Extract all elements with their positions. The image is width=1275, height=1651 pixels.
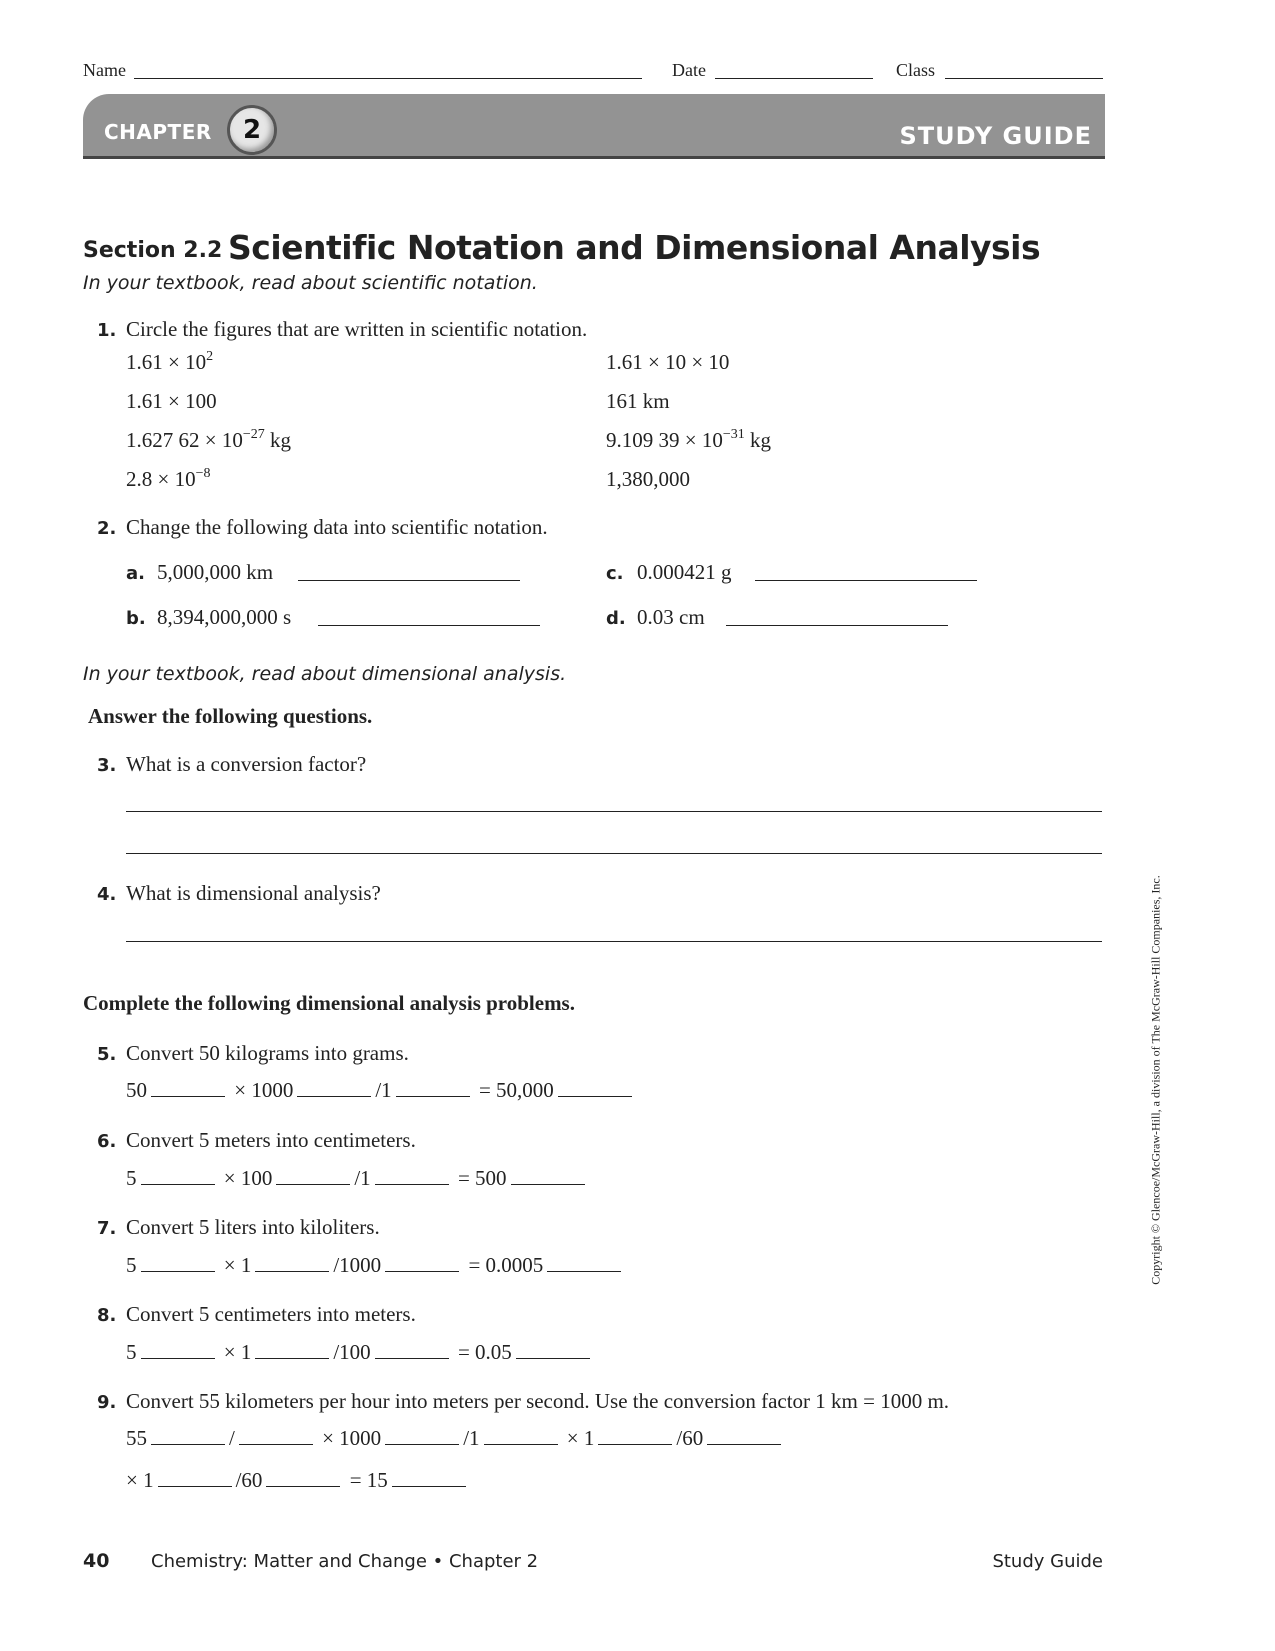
name-field[interactable] [134,78,642,79]
q2-prompt: Change the following data into scientific notation. [126,515,548,539]
q8-blank[interactable] [516,1357,590,1359]
section-label: Section 2.2 [83,238,223,263]
q8-blank[interactable] [375,1357,449,1359]
q8-number: 8. [97,1305,117,1326]
q1-option[interactable]: 161 km [606,389,670,413]
q2a-letter: a. [126,563,145,584]
q8-blank[interactable] [141,1357,215,1359]
q3-answer-line[interactable] [126,853,1102,854]
q5-equation: 50 × 1000 /1 = 50,000 [126,1078,636,1103]
q1-option[interactable]: 1.61 × 100 [126,389,217,413]
q5-number: 5. [97,1044,117,1065]
q7-blank[interactable] [255,1270,329,1272]
q2c-letter: c. [606,563,624,584]
q6-blank[interactable] [276,1183,350,1185]
q6-blank[interactable] [141,1183,215,1185]
q7-number: 7. [97,1218,117,1239]
q6-equation: 5 × 100 /1 = 500 [126,1166,589,1191]
q9-blank[interactable] [266,1485,340,1487]
q4-number: 4. [97,884,117,905]
q1-prompt: Circle the figures that are written in scientific notation. [126,317,588,341]
q7-prompt: Convert 5 liters into kiloliters. [126,1215,380,1239]
section-title: Scientific Notation and Dimensional Analysis [228,228,1041,267]
q9-blank[interactable] [707,1443,781,1445]
q1-option[interactable]: $1.61 \times 10^2$ [126,349,214,374]
q1-option[interactable]: 9.109 $39 \times 10^{-31}$ kg [606,427,771,452]
q1-option[interactable]: 1.627 $62 \times 10^{-27}$ kg [126,427,291,452]
book-title: Chemistry: Matter and Change • Chapter 2 [151,1551,539,1572]
q6-blank[interactable] [375,1183,449,1185]
q9-blank[interactable] [239,1443,313,1445]
q1-option[interactable]: $2.8 \times 10^{-8}$ [126,466,211,491]
q8-equation: 5 × 1 /100 = 0.05 [126,1340,594,1365]
q7-blank[interactable] [141,1270,215,1272]
dim-intro: In your textbook, read about dimensional analysis. [83,663,567,685]
q1-option[interactable]: 1,380,000 [606,467,690,491]
study-guide-label: STUDY GUIDE [899,122,1092,150]
date-label: Date [672,60,706,80]
q8-prompt: Convert 5 centimeters into meters. [126,1302,416,1326]
q2d-value: 0.03 cm [637,605,705,629]
q9-blank[interactable] [598,1443,672,1445]
class-field[interactable] [945,78,1103,79]
q9-blank[interactable] [158,1485,232,1487]
page-number: 40 [83,1550,110,1572]
q2b-value: 8,394,000,000 s [157,605,292,629]
q7-equation: 5 × 1 /1000 = 0.0005 [126,1253,625,1278]
q3-answer-line[interactable] [126,811,1102,812]
class-label: Class [896,60,936,80]
chapter-number-badge: 2 [227,105,277,155]
q5-blank[interactable] [151,1095,225,1097]
q6-prompt: Convert 5 meters into centimeters. [126,1128,416,1152]
footer-guide-label: Study Guide [992,1551,1103,1572]
name-label: Name [83,60,126,80]
q9-blank[interactable] [392,1485,466,1487]
answer-heading: Answer the following questions. [88,704,373,728]
chapter-label: CHAPTER [104,120,212,144]
q2b-letter: b. [126,608,146,629]
q7-blank[interactable] [547,1270,621,1272]
q2-number: 2. [97,518,117,539]
q2c-value: 0.000421 g [637,560,732,584]
q9-blank[interactable] [385,1443,459,1445]
q2c-answer-line[interactable] [755,580,977,581]
q5-blank[interactable] [297,1095,371,1097]
q5-prompt: Convert 50 kilograms into grams. [126,1041,409,1065]
complete-heading: Complete the following dimensional analysis problems. [83,991,575,1015]
q1-number: 1. [97,320,117,341]
q9-blank[interactable] [484,1443,558,1445]
q2b-answer-line[interactable] [318,625,540,626]
date-field[interactable] [715,78,873,79]
q5-blank[interactable] [396,1095,470,1097]
q9-blank[interactable] [151,1443,225,1445]
section-intro: In your textbook, read about scientific notation. [83,272,538,294]
q5-blank[interactable] [558,1095,632,1097]
q9-number: 9. [97,1392,117,1413]
q3-number: 3. [97,755,117,776]
q9-equation-line2: × 1 /60 = 15 [126,1468,470,1493]
q2d-letter: d. [606,608,626,629]
q9-equation-line1: 55 / × 1000 /1 × 1 /60 [126,1426,785,1451]
q6-number: 6. [97,1131,117,1152]
q6-blank[interactable] [511,1183,585,1185]
q4-prompt: What is dimensional analysis? [126,881,381,905]
q9-prompt: Convert 55 kilometers per hour into meters per second. Use the conversion factor 1 km = 1000 m. [126,1389,950,1413]
q1-option[interactable]: 1.61 × 10 × 10 [606,350,730,374]
q2a-answer-line[interactable] [298,580,520,581]
q2a-value: 5,000,000 km [157,560,274,584]
q4-answer-line[interactable] [126,941,1102,942]
q7-blank[interactable] [385,1270,459,1272]
q2d-answer-line[interactable] [726,625,948,626]
q8-blank[interactable] [255,1357,329,1359]
q3-prompt: What is a conversion factor? [126,752,367,776]
